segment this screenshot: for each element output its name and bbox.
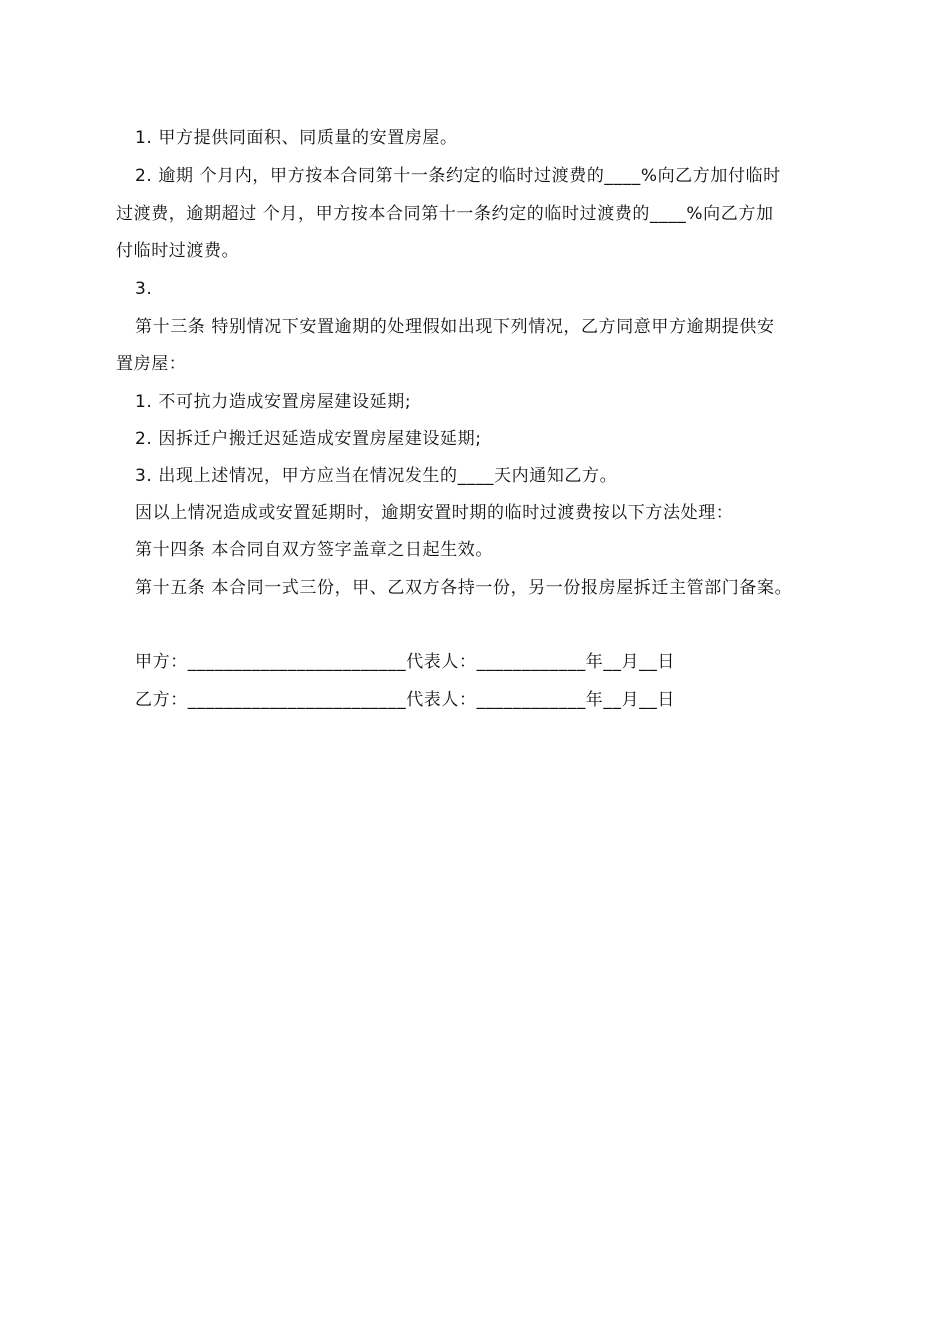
clause-item-2: 2. 逾期 个月内，甲方按本合同第十一条约定的临时过渡费的____%向乙方加付临时 — [135, 166, 781, 186]
signature-party-b: 乙方：________________________代表人：____________年__月__日 — [135, 690, 675, 710]
clause-item-3: 3. — [135, 279, 153, 299]
clause-item-1: 1. 甲方提供同面积、同质量的安置房屋。 — [135, 128, 458, 148]
clause-item-2-cont: 过渡费，逾期超过 个月，甲方按本合同第十一条约定的临时过渡费的____%向乙方加 — [116, 204, 774, 224]
clause-item-2-end: 付临时过渡费。 — [116, 241, 240, 261]
article-14: 第十四条 本合同自双方签字盖章之日起生效。 — [135, 540, 494, 560]
situation-item-3: 3. 出现上述情况，甲方应当在情况发生的____天内通知乙方。 — [135, 466, 618, 486]
signature-party-a: 甲方：________________________代表人：____________年__月__日 — [135, 652, 675, 672]
article-13-heading: 第十三条 特别情况下安置逾期的处理假如出现下列情况，乙方同意甲方逾期提供安 — [135, 317, 775, 337]
situation-item-1: 1. 不可抗力造成安置房屋建设延期; — [135, 392, 412, 412]
delay-handling: 因以上情况造成或安置延期时，逾期安置时期的临时过渡费按以下方法处理： — [135, 503, 734, 523]
article-13-cont: 置房屋： — [116, 354, 187, 374]
article-15: 第十五条 本合同一式三份，甲、乙双方各持一份，另一份报房屋拆迁主管部门备案。 — [135, 578, 793, 598]
situation-item-2: 2. 因拆迁户搬迁迟延造成安置房屋建设延期; — [135, 429, 482, 449]
